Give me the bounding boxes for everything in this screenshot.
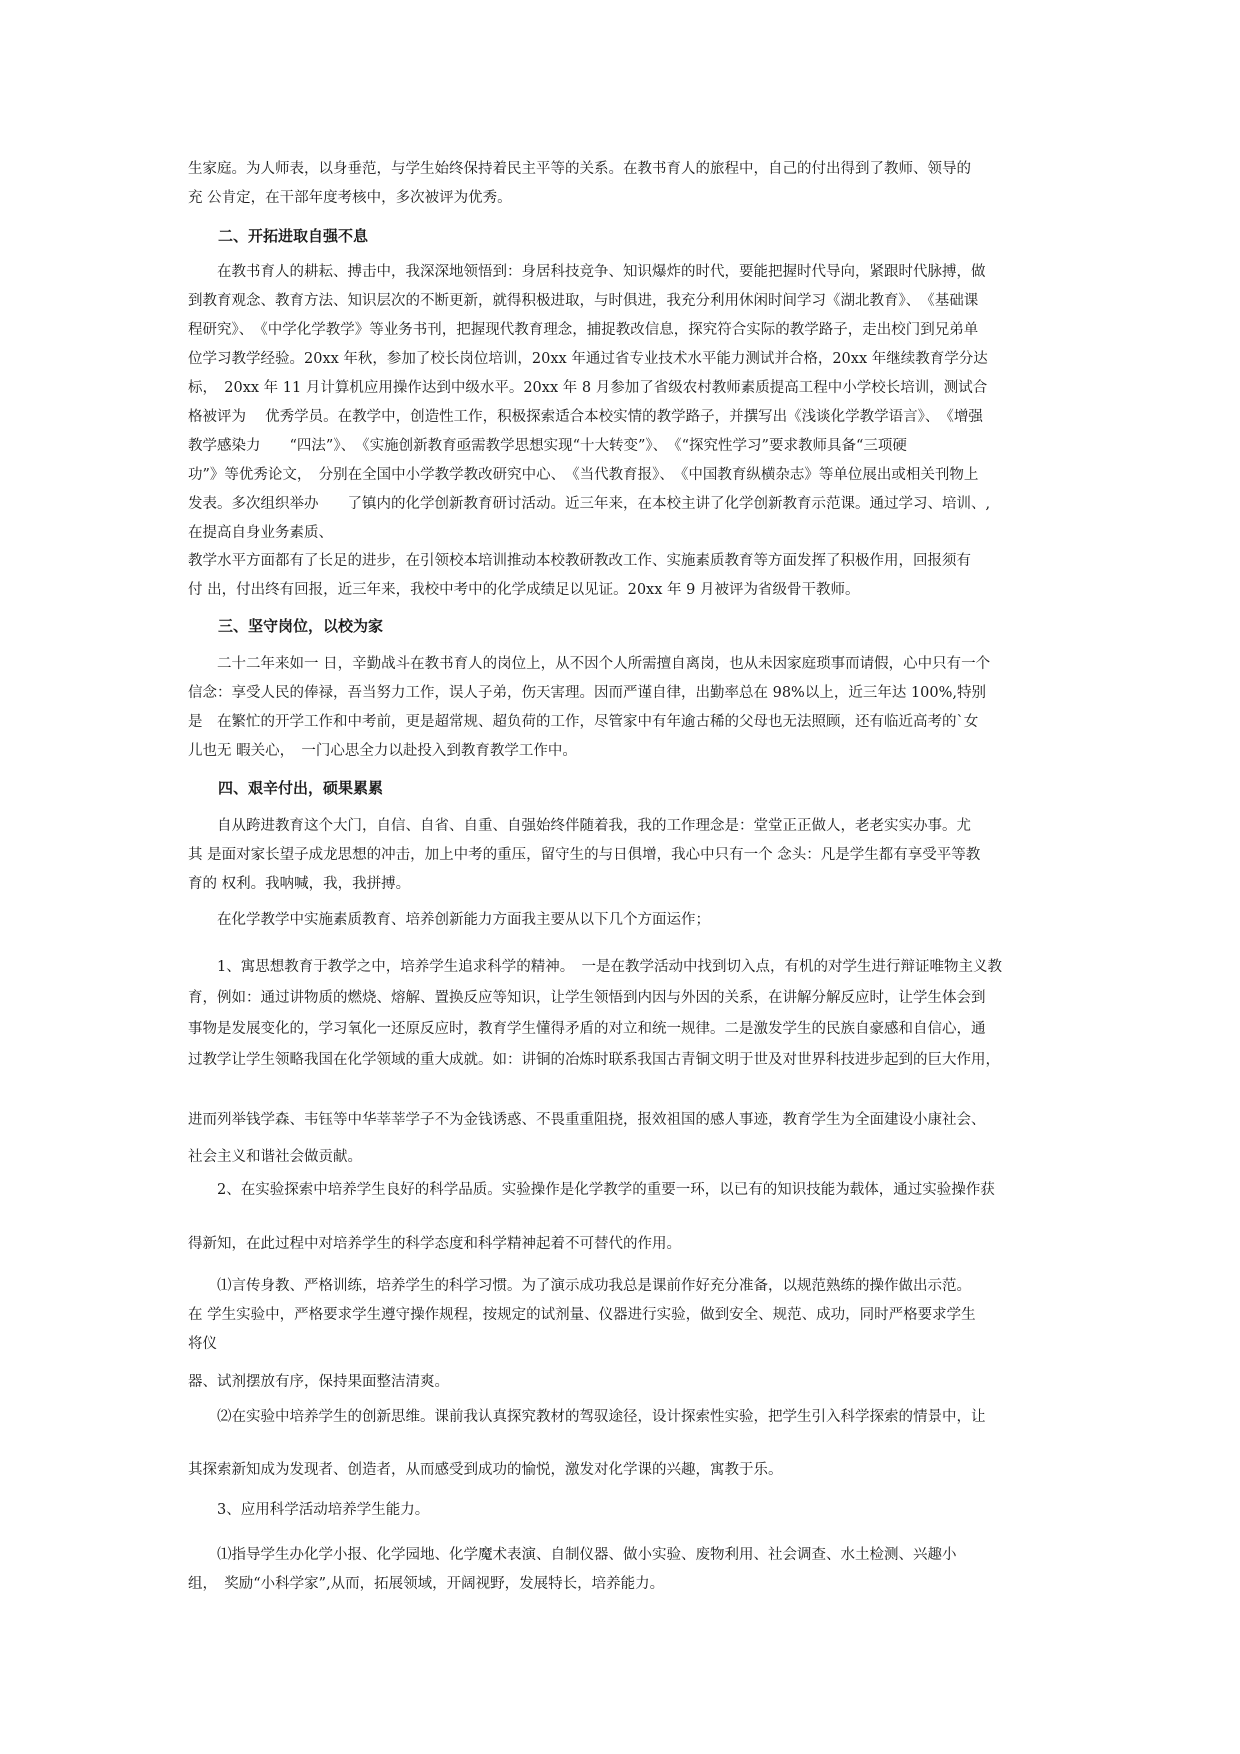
paragraph-item-2-2 xyxy=(188,1403,1068,1432)
text-line: 2、在实验探索中培养学生良好的科学品质。实验操作是化学教学的重要一环，以已有的知识技能为载体，通过实验操作获 xyxy=(188,1182,995,1198)
paragraph-item-2 xyxy=(188,1176,1068,1205)
section-heading-3: 三、坚守岗位，以校为家 xyxy=(218,617,384,635)
paragraph-item-2-cont xyxy=(188,1230,1068,1259)
text-line: 到教育观念、教育方法、知识层次的不断更新，就得积极进取，与时俱进，我充分利用休闲时间学习《湖北教育》、 《基础课 xyxy=(188,293,979,309)
text-line: 3、应用科学活动培养学生能力。 xyxy=(188,1502,430,1518)
text-line: 其 是面对家长望子成龙思想的冲击，加上中考的重压，留守生的与日俱增，我心中只有一个 念头：凡是学生都有享受平等教 xyxy=(188,847,981,863)
paragraph-section-2 xyxy=(188,258,1068,548)
text-line: 事物是发展变化的，学习氧化一还原反应时，教育学生懂得矛盾的对立和统一规律。二是激发学生的民族自豪感和自信心，通 xyxy=(188,1021,986,1037)
text-line: ⑴言传身教、严格训练，培养学生的科学习惯。为了演示成功我总是课前作好充分准备，以规范熟练的操作做出示范。 xyxy=(188,1278,971,1294)
paragraph-item-2-1-cont xyxy=(188,1368,1068,1397)
text-line: 自从跨进教育这个大门，自信、自省、自重、自强始终伴随着我，我的工作理念是：堂堂正正做人，老老实实办事。尤 xyxy=(188,818,971,834)
paragraph-section-4-intro xyxy=(188,906,1068,935)
paragraph-item-1-end xyxy=(188,1143,1068,1172)
text-line: ⑴指导学生办化学小报、化学园地、化学魔术表演、自制仪器、做小实验、废物利用、社会调查、水土检测、兴趣小 xyxy=(188,1547,957,1563)
text-line: 进而列举钱学森、韦钰等中华莘莘学子不为金钱诱惑、不畏重重阻挠，报效祖国的感人事迹，教育学生为全面建设小康社会、 xyxy=(188,1112,986,1128)
text-line: 在教书育人的耕耘、搏击中，我深深地领悟到：身居科技竞争、知识爆炸的时代，要能把握时代导向，紧跟时代脉搏，做 xyxy=(188,264,986,280)
text-line: 付 出，付出终有回报，近三年来，我校中考中的化学成绩足以见证。20xx 年 9 月被评为省级骨干教师。 xyxy=(188,582,860,598)
text-line: 教学感染力 “四法”》、 《实施创新教育亟需教学思想实现“十大转变”》、 《“探究性学习”要求教师具备“三项硬 xyxy=(188,438,907,454)
section-heading-4: 四、艰辛付出，硕果累累 xyxy=(218,779,384,797)
text-line: 标， 20xx 年 11 月计算机应用操作达到中级水平。20xx 年 8 月参加了省级农村教师素质提高工程中小学校长培训，测试合 xyxy=(188,380,988,396)
text-line: 程研究》、 《中学化学教学》等业务书刊，把握现代教育理念，捕捉教改信息，探究符合实际的教学路子，走出校门到兄弟单 xyxy=(188,322,979,338)
paragraph-item-1-cont xyxy=(188,1106,1068,1135)
text-line: 在提高自身业务素质、 xyxy=(188,525,333,541)
text-line: 育，例如：通过讲物质的燃烧、熔解、置换反应等知识，让学生领悟到内因与外因的关系，在讲解分解反应时，让学生体会到 xyxy=(188,990,986,1006)
text-line: 功”》等优秀论文， 分别在全国中小学教学教改研究中心、 《当代教育报》、 《中国教育纵横杂志》等单位展出或相关刊物上 xyxy=(188,467,979,483)
paragraph-item-3-1 xyxy=(188,1541,1068,1599)
text-line: 过教学让学生领略我国在化学领域的重大成就。如：讲铜的冶炼时联系我国古青铜文明于世及对世界科技进步起到的巨大作用， xyxy=(188,1052,1000,1068)
paragraph-section-3 xyxy=(188,650,1068,766)
section-heading-2: 二、开拓进取自强不息 xyxy=(218,227,369,245)
text-line: 得新知，在此过程中对培养学生的科学态度和科学精神起着不可替代的作用。 xyxy=(188,1236,681,1252)
paragraph-item-2-2-cont xyxy=(188,1456,1068,1485)
text-line: 位学习教学经验。20xx 年秋，参加了校长岗位培训，20xx 年通过省专业技术水平能力测试并合格，20xx 年继续教育学分达 xyxy=(188,351,988,367)
text-line: 格被评为 优秀学员。在教学中，创造性工作，积极探索适合本校实情的教学路子，并撰写出《浅谈化学教学语言》、 《增强 xyxy=(188,409,983,425)
paragraph-item-1 xyxy=(188,952,1068,1076)
text-line: 儿也无 暇关心， 一门心思全力以赴投入到教育教学工作中。 xyxy=(188,743,577,759)
text-line: 信念：享受人民的俸禄，吾当努力工作，误人子弟，伤天害理。因而严谨自律，出勤率总在 98%以上，近三年达 100%,特别 xyxy=(188,685,987,701)
text-line: 教学水平方面都有了长足的进步，在引领校本培训推动本校教研教改工作、实施素质教育等方面发挥了积极作用，回报须有 xyxy=(188,553,971,569)
text-line: 1、寓思想教育于教学之中，培养学生追求科学的精神。 一是在教学活动中找到切入点，有机的对学生进行辩证唯物主义教 xyxy=(188,959,1002,975)
text-line: 在 学生实验中，严格要求学生遵守操作规程，按规定的试剂量、仪器进行实验，做到安全、规范、成功，同时严格要求学生 xyxy=(188,1307,976,1323)
text-line: 社会主义和谐社会做贡献。 xyxy=(188,1149,362,1165)
text-line: 在化学教学中实施素质教育、培养创新能力方面我主要从以下几个方面运作； xyxy=(188,912,710,928)
text-line: 发表。多次组织举办 了镇内的化学创新教育研讨活动。近三年来，在本校主讲了化学创新教育示范课。通过学习、培训、, xyxy=(188,496,991,512)
text-line: 将仪 xyxy=(188,1336,217,1352)
paragraph-item-3 xyxy=(188,1496,1068,1525)
text-line: 器、试剂摆放有序，保持果面整洁清爽。 xyxy=(188,1374,449,1390)
text-line: 组， 奖励“小科学家”,从而，拓展领域，开阔视野，发展特长，培养能力。 xyxy=(188,1576,665,1592)
text-line: 其探索新知成为发现者、创造者，从而感受到成功的愉悦，激发对化学课的兴趣，寓教于乐。 xyxy=(188,1462,783,1478)
paragraph-section-2-cont xyxy=(188,547,1068,605)
text-line: 育的 权利。我呐喊，我，我拼搏。 xyxy=(188,876,411,892)
text-line: ⑵在实验中培养学生的创新思维。课前我认真探究教材的驾驭途径，设计探索性实验，把学生引入科学探索的情景中，让 xyxy=(188,1409,986,1425)
paragraph-section-4 xyxy=(188,812,1068,899)
text-line: 充 公肯定，在干部年度考核中，多次被评为优秀。 xyxy=(188,190,512,206)
paragraph-item-2-1 xyxy=(188,1272,1068,1359)
text-line: 是 在繁忙的开学工作和中考前，更是超常规、超负荷的工作，尽管家中有年逾古稀的父母也无法照顾，还有临近高考的`女 xyxy=(188,714,979,730)
text-line: 生家庭。为人师表，以身垂范，与学生始终保持着民主平等的关系。在教书育人的旅程中，自己的付出得到了教师、领导的 xyxy=(188,161,971,177)
paragraph-intro xyxy=(188,155,1068,213)
text-line: 二十二年来如一 日，辛勤战斗在教书育人的岗位上，从不因个人所需擅自离岗，也从未因家庭琐事而请假，心中只有一个 xyxy=(188,656,991,672)
